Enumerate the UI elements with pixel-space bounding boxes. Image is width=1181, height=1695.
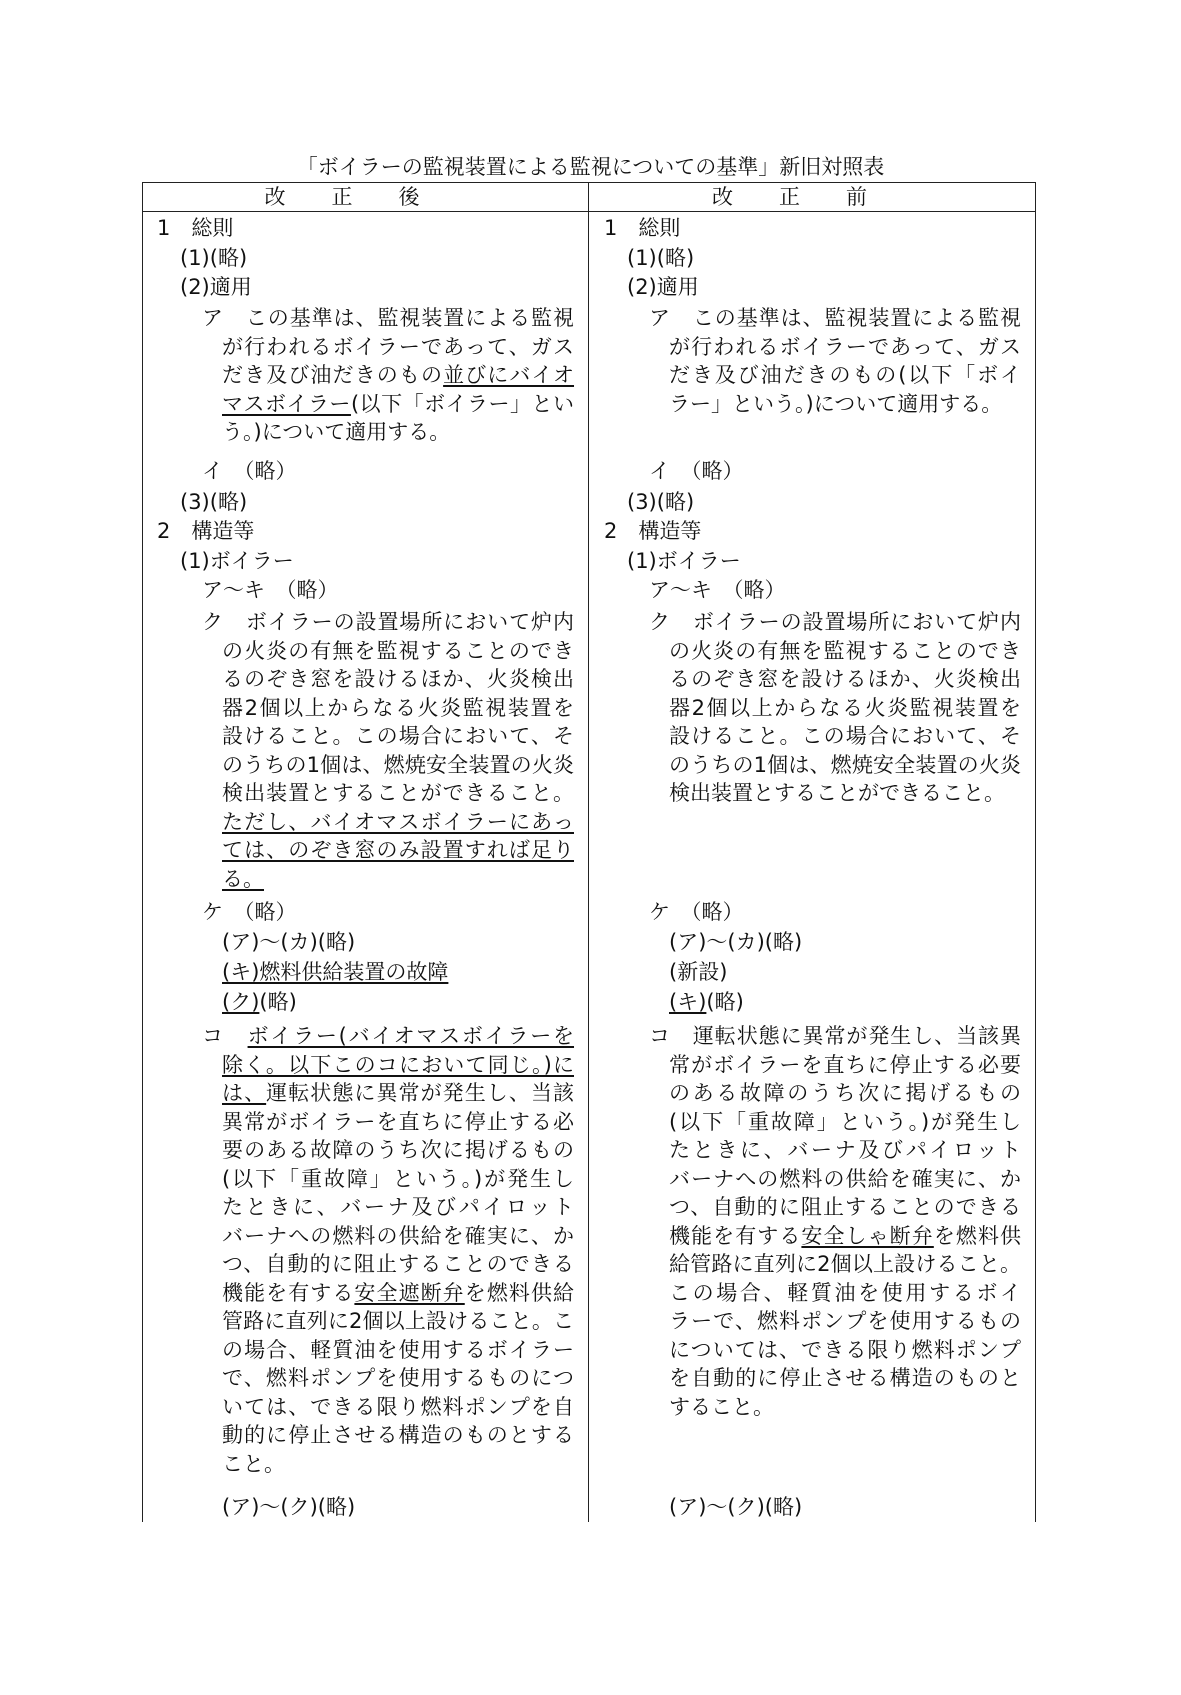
clause-text-line: ア この基準は、監視装置による監視 <box>649 306 1021 330</box>
clause-text-line: が行われるボイラーであって、ガス <box>222 334 574 359</box>
clause-heading <box>222 989 297 1015</box>
text-segment: を燃料供給 <box>464 1280 575 1305</box>
text-segment: を燃料供 <box>933 1223 1022 1248</box>
clause-heading: (1)(略) <box>627 246 695 270</box>
clause-text-line: るのぞき窓を設けるほか、火炎検出 <box>669 667 1021 691</box>
clause-text-line: 給管路に直列に2個以上設けること。 <box>669 1252 1021 1276</box>
text-segment: 機能を有する <box>669 1223 802 1248</box>
clause-text-line <box>222 1080 574 1106</box>
document-title: 「ボイラーの監視装置による監視についての基準」新旧対照表 <box>296 155 885 179</box>
text-segment: 機能を有する <box>222 1280 355 1305</box>
column-divider <box>588 182 589 1522</box>
clause-text-line: については、できる限り燃料ポンプ <box>669 1337 1021 1362</box>
amended-text: 安全しゃ断弁 <box>801 1223 934 1248</box>
clause-heading: (新設) <box>669 960 728 984</box>
text-segment: (略) <box>259 990 297 1014</box>
clause-text-line: 設けること。この場合において、そ <box>222 724 574 748</box>
clause-text-line: のある故障のうち次に掲げるもの <box>669 1081 1021 1105</box>
amended-text: る。 <box>222 866 264 891</box>
clause-text-line: で、燃料ポンプを使用するものにつ <box>222 1366 574 1390</box>
clause-heading: ケ （略） <box>649 900 744 924</box>
clause-text-line: ラー」という。)について適用する。 <box>669 391 1003 416</box>
clause-text-line: 検出装置とすることができること。 <box>669 781 1005 805</box>
clause-text-line: こと。 <box>222 1451 285 1476</box>
text-segment: (以下「ボイラー」とい <box>350 391 575 416</box>
clause-text-line: 異常がボイラーを直ちに停止する必 <box>222 1109 574 1134</box>
clause-heading: (ア)～(ク)(略) <box>669 1495 803 1519</box>
clause-heading: (1)(略) <box>180 246 248 270</box>
amended-text: は、 <box>222 1081 267 1105</box>
header-after-revision: 改正後 <box>264 185 466 209</box>
clause-text-line <box>222 866 264 892</box>
clause-text-line: るのぞき窓を設けるほか、火炎検出 <box>222 667 574 691</box>
clause-text-line <box>222 391 574 417</box>
clause-heading: イ （略） <box>202 459 297 483</box>
clause-text-line: たときに、バーナ及びパイロット <box>669 1138 1021 1162</box>
amended-text: マスボイラー <box>222 391 351 416</box>
clause-heading: (ア)～(カ)(略) <box>669 930 803 954</box>
clause-heading: ア～キ （略） <box>649 578 786 602</box>
clause-text-line: この場合、軽質油を使用するボイ <box>669 1280 1021 1305</box>
clause-text-line: う。)について適用する。 <box>222 420 451 444</box>
clause-heading <box>669 989 744 1015</box>
amended-text: ては、のぞき窓のみ設置すれば足り <box>222 838 574 862</box>
clause-text-line: の場合、軽質油を使用するボイラー <box>222 1337 574 1362</box>
clause-heading: (3)(略) <box>180 490 248 514</box>
text-segment: 運転状態に異常が発生し、当該 <box>266 1081 575 1105</box>
clause-text-line: だき及び油だきのもの(以下「ボイ <box>669 363 1021 387</box>
clause-text-line: (以下「重故障」という。)が発生し <box>222 1166 574 1191</box>
clause-text-line: つ、自動的に阻止することのできる <box>669 1195 1021 1219</box>
clause-heading: (ア)～(ク)(略) <box>222 1495 356 1519</box>
clause-text-line: が行われるボイラーであって、ガス <box>669 334 1021 359</box>
amended-text: 除く。以下このコにおいて同じ。)に <box>222 1052 574 1077</box>
clause-text-line: 動的に停止させる構造のものとする <box>222 1423 574 1447</box>
clause-text-line: の火炎の有無を監視することのでき <box>669 638 1021 663</box>
clause-text-line <box>222 1280 574 1306</box>
clause-text-line: 器2個以上からなる火炎監視装置を <box>669 695 1021 720</box>
clause-text-line <box>222 362 574 388</box>
clause-heading: (1)ボイラー <box>180 549 294 573</box>
clause-heading: (2)適用 <box>180 275 252 299</box>
clause-text-line: つ、自動的に阻止することのできる <box>222 1252 574 1276</box>
clause-heading: (ア)～(カ)(略) <box>222 930 356 954</box>
clause-text-line: 器2個以上からなる火炎監視装置を <box>222 695 574 720</box>
clause-text-line <box>222 809 574 835</box>
clause-heading: ケ （略） <box>202 900 297 924</box>
clause-text-line: の火炎の有無を監視することのでき <box>222 638 574 663</box>
clause-text-line: バーナへの燃料の供給を確実に、か <box>669 1166 1021 1191</box>
clause-text-line: ク ボイラーの設置場所において炉内 <box>202 610 574 634</box>
clause-text-line <box>222 837 574 863</box>
clause-text-line: (以下「重故障」という。)が発生し <box>669 1109 1021 1134</box>
clause-text-line: バーナへの燃料の供給を確実に、か <box>222 1223 574 1248</box>
amended-text: ボイラー(バイオマスボイラーを <box>247 1024 575 1048</box>
amended-text: 並びにバイオ <box>443 363 575 387</box>
text-segment: (略) <box>706 990 744 1014</box>
clause-text-line: のうちの1個は、燃焼安全装置の火炎 <box>669 752 1021 777</box>
clause-text-line: 検出装置とすることができること。 <box>222 781 574 805</box>
clause-text-line: ラーで、燃料ポンプを使用するもの <box>669 1309 1021 1333</box>
clause-text-line: 設けること。この場合において、そ <box>669 724 1021 748</box>
amended-text: (ク) <box>222 990 260 1014</box>
clause-text-line: 要のある故障のうち次に掲げるもの <box>222 1138 574 1162</box>
clause-heading: (3)(略) <box>627 490 695 514</box>
clause-text-line: いては、できる限り燃料ポンプを自 <box>222 1394 574 1419</box>
header-before-revision: 改正前 <box>712 185 913 209</box>
clause-heading: 2 構造等 <box>157 519 255 543</box>
clause-text-line: ク ボイラーの設置場所において炉内 <box>649 610 1021 634</box>
clause-text-line: コ 運転状態に異常が発生し、当該異 <box>649 1024 1021 1048</box>
clause-text-line: 常がボイラーを直ちに停止する必要 <box>669 1052 1021 1077</box>
clause-heading: 2 構造等 <box>604 519 702 543</box>
amended-text: (キ) <box>669 990 707 1014</box>
clause-text-line <box>669 1223 1021 1249</box>
amended-text: ただし、バイオマスボイラーにあっ <box>222 809 574 834</box>
text-segment: コ <box>202 1024 248 1048</box>
clause-text-line: のうちの1個は、燃焼安全装置の火炎 <box>222 752 574 777</box>
clause-text-line <box>222 1052 574 1078</box>
amended-text: (キ)燃料供給装置の故障 <box>222 960 449 984</box>
clause-heading: 1 総則 <box>157 216 234 240</box>
clause-heading: 1 総則 <box>604 216 681 240</box>
clause-text-line <box>202 1023 574 1049</box>
clause-heading: イ （略） <box>649 459 744 483</box>
clause-heading: ア～キ （略） <box>202 578 339 602</box>
clause-text-line: ア この基準は、監視装置による監視 <box>202 306 574 330</box>
header-divider <box>142 211 1036 212</box>
clause-text-line: たときに、バーナ及びパイロット <box>222 1195 574 1219</box>
clause-text-line: すること。 <box>669 1394 774 1419</box>
clause-heading <box>222 959 448 985</box>
clause-heading: (1)ボイラー <box>627 549 741 573</box>
clause-text-line: を自動的に停止させる構造のものと <box>669 1366 1021 1390</box>
amended-text: 安全遮断弁 <box>354 1280 465 1305</box>
clause-text-line: 管路に直列に2個以上設けること。こ <box>222 1309 574 1333</box>
text-segment: だき及び油だきのもの <box>222 363 444 387</box>
clause-heading: (2)適用 <box>627 275 699 299</box>
